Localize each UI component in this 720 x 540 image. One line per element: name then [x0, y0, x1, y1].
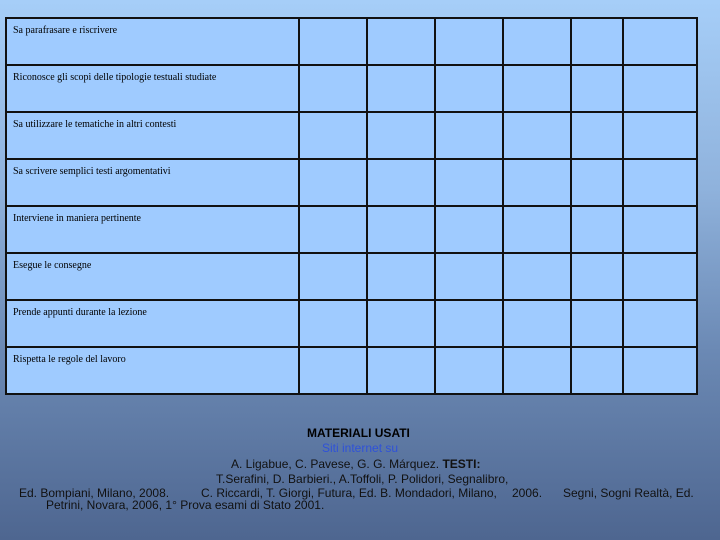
rating-cell-1[interactable] — [299, 159, 367, 206]
table-row — [6, 347, 697, 394]
rating-cell-1[interactable] — [299, 112, 367, 159]
authors-line — [231, 457, 480, 471]
table-row — [6, 18, 697, 65]
internet-sites-link[interactable]: Siti internet su — [322, 441, 399, 455]
rating-cell-4[interactable] — [503, 18, 571, 65]
rating-cell-4[interactable] — [503, 206, 571, 253]
criterion-label: Interviene in maniera pertinente — [6, 206, 299, 253]
rating-cell-6[interactable] — [623, 18, 697, 65]
rating-cell-1[interactable] — [299, 65, 367, 112]
rating-cell-3[interactable] — [435, 18, 503, 65]
rating-cell-3[interactable] — [435, 65, 503, 112]
rating-cell-5[interactable] — [571, 300, 623, 347]
rating-cell-2[interactable] — [367, 206, 435, 253]
rating-cell-6[interactable] — [623, 206, 697, 253]
rating-cell-2[interactable] — [367, 65, 435, 112]
table-row — [6, 206, 697, 253]
rating-cell-6[interactable] — [623, 112, 697, 159]
criterion-label: Sa scrivere semplici testi argomentativi — [6, 159, 299, 206]
table-row — [6, 65, 697, 112]
materials-title: MATERIALI USATI — [307, 426, 410, 440]
rating-cell-4[interactable] — [503, 347, 571, 394]
rating-cell-5[interactable] — [571, 253, 623, 300]
reference-line-2b: C. Riccardi, T. Giorgi, Futura, Ed. B. Mondadori, Milano, — [201, 486, 497, 500]
rating-cell-1[interactable] — [299, 253, 367, 300]
table-row — [6, 300, 697, 347]
rating-cell-5[interactable] — [571, 65, 623, 112]
criterion-label: Sa utilizzare le tematiche in altri contesti — [6, 112, 299, 159]
table-row — [6, 253, 697, 300]
reference-line-2c: 2006. — [512, 486, 543, 500]
reference-line-2d: Segni, Sogni Realtà, Ed. — [563, 486, 694, 500]
rating-cell-4[interactable] — [503, 65, 571, 112]
authors-text: A. Ligabue, C. Pavese, G. G. Márquez. — [231, 457, 440, 471]
rating-cell-6[interactable] — [623, 300, 697, 347]
rating-cell-1[interactable] — [299, 300, 367, 347]
rating-cell-5[interactable] — [571, 159, 623, 206]
rating-cell-2[interactable] — [367, 112, 435, 159]
criterion-label: Sa parafrasare e riscrivere — [6, 18, 299, 65]
criterion-label: Prende appunti durante la lezione — [6, 300, 299, 347]
rating-cell-2[interactable] — [367, 253, 435, 300]
rating-cell-3[interactable] — [435, 206, 503, 253]
rating-cell-3[interactable] — [435, 300, 503, 347]
texts-label: TESTI: — [442, 457, 481, 471]
rating-cell-2[interactable] — [367, 300, 435, 347]
criterion-label: Esegue le consegne — [6, 253, 299, 300]
rating-cell-2[interactable] — [367, 159, 435, 206]
reference-line-3: Petrini, Novara, 2006, 1° Prova esami di Stato 2001. — [46, 498, 325, 512]
rating-cell-6[interactable] — [623, 347, 697, 394]
rating-cell-1[interactable] — [299, 347, 367, 394]
rating-cell-3[interactable] — [435, 253, 503, 300]
rating-cell-4[interactable] — [503, 300, 571, 347]
rating-cell-6[interactable] — [623, 253, 697, 300]
criterion-label: Riconosce gli scopi delle tipologie testuali studiate — [6, 65, 299, 112]
rating-cell-5[interactable] — [571, 18, 623, 65]
rating-cell-3[interactable] — [435, 347, 503, 394]
rating-cell-2[interactable] — [367, 347, 435, 394]
rating-cell-6[interactable] — [623, 159, 697, 206]
criterion-label: Rispetta le regole del lavoro — [6, 347, 299, 394]
rating-cell-5[interactable] — [571, 206, 623, 253]
rating-cell-2[interactable] — [367, 18, 435, 65]
rating-cell-3[interactable] — [435, 159, 503, 206]
rating-cell-4[interactable] — [503, 253, 571, 300]
rating-cell-4[interactable] — [503, 159, 571, 206]
rating-cell-6[interactable] — [623, 65, 697, 112]
table-row — [6, 159, 697, 206]
reference-line-2a: Ed. Bompiani, Milano, 2008. — [19, 486, 170, 500]
reference-line-1: T.Serafini, D. Barbieri., A.Toffoli, P. Polidori, Segnalibro, — [216, 472, 509, 486]
evaluation-table — [5, 17, 698, 395]
rating-cell-3[interactable] — [435, 112, 503, 159]
rating-cell-4[interactable] — [503, 112, 571, 159]
rating-cell-5[interactable] — [571, 112, 623, 159]
rating-cell-1[interactable] — [299, 206, 367, 253]
table-row — [6, 112, 697, 159]
rating-cell-5[interactable] — [571, 347, 623, 394]
rating-cell-1[interactable] — [299, 18, 367, 65]
